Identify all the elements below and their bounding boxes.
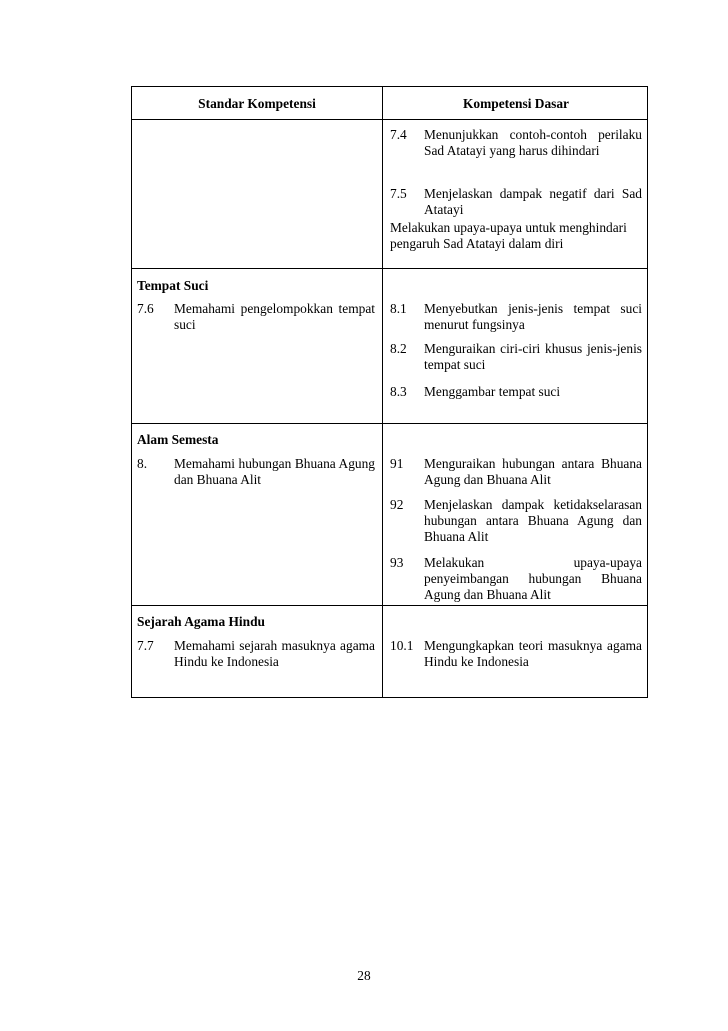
competency-text: Mengungkapkan teori masuknya agama Hindu ke Indonesia xyxy=(424,638,642,669)
competency-number: 92 xyxy=(390,497,404,512)
header-standar-kompetensi: Standar Kompetensi xyxy=(198,96,316,111)
row-divider xyxy=(132,268,647,269)
competency-text: Menyebutkan jenis-jenis tempat suci menurut fungsinya xyxy=(424,301,642,332)
standard-number: 7.6 xyxy=(137,301,154,316)
competency-number: 8.1 xyxy=(390,301,407,316)
competency-text: Menguraikan ciri-ciri khusus jenis-jenis tempat suci xyxy=(424,341,642,372)
competency-number: 93 xyxy=(390,555,404,570)
row-divider xyxy=(132,605,647,606)
page-number: 28 xyxy=(357,968,371,983)
competency-text: Menjelaskan dampak ketidakselarasan hubungan antara Bhuana Agung dan Bhuana Alit xyxy=(424,497,642,544)
competency-table xyxy=(131,86,648,698)
standard-number: 8. xyxy=(137,456,148,471)
standard-text: Memahami sejarah masuknya agama Hindu ke Indonesia xyxy=(174,638,375,669)
standard-text: Memahami pengelompokkan tempat suci xyxy=(174,301,375,332)
competency-number: 8.3 xyxy=(390,384,407,399)
competency-number: 8.2 xyxy=(390,341,407,356)
competency-number: 91 xyxy=(390,456,404,471)
competency-number: 10.1 xyxy=(390,638,414,653)
header-divider xyxy=(132,119,647,120)
competency-text: Menggambar tempat suci xyxy=(424,384,561,399)
section-title: Sejarah Agama Hindu xyxy=(137,614,265,629)
competency-text: Menjelaskan dampak negatif dari Sad Atatayi xyxy=(424,186,642,217)
standard-text: Memahami hubungan Bhuana Agung dan Bhuana Alit xyxy=(174,456,375,487)
row-divider xyxy=(132,423,647,424)
competency-note: Melakukan upaya-upaya untuk menghindari pengaruh Sad Atatayi dalam diri xyxy=(390,220,627,251)
section-title: Tempat Suci xyxy=(137,278,209,293)
competency-text: Menguraikan hubungan antara Bhuana Agung dan Bhuana Alit xyxy=(424,456,642,487)
competency-number: 7.5 xyxy=(390,186,407,201)
header-kompetensi-dasar: Kompetensi Dasar xyxy=(462,96,569,111)
section-title: Alam Semesta xyxy=(137,432,219,447)
standard-number: 7.7 xyxy=(137,638,154,653)
competency-text: Melakukan upaya-upaya penyeimbangan hubungan Bhuana Agung dan Bhuana Alit xyxy=(424,555,642,602)
competency-number: 7.4 xyxy=(390,127,407,142)
competency-text: Menunjukkan contoh-contoh perilaku Sad Atatayi yang harus dihindari xyxy=(424,127,642,158)
